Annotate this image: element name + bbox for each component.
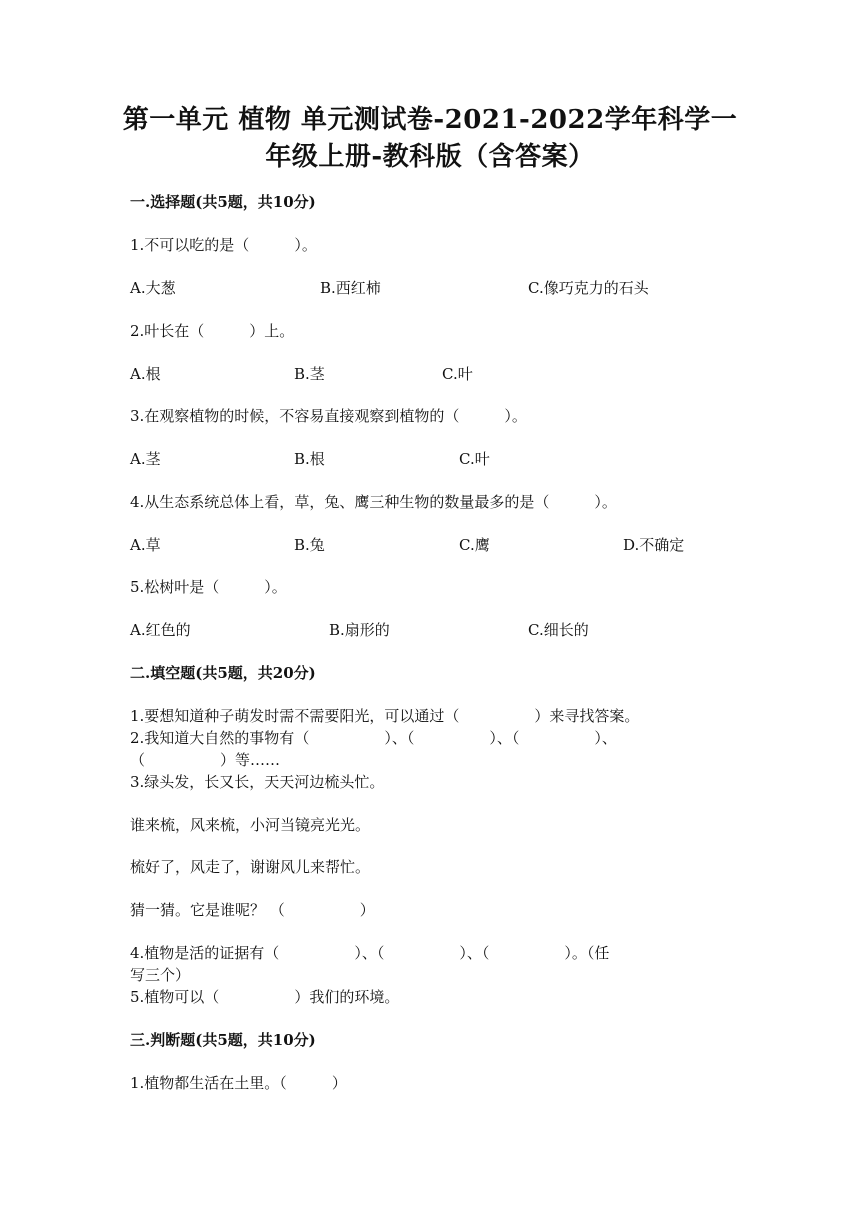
title-line-2: 年级上册-教科版（含答案） xyxy=(265,142,595,172)
option-c: C.细长的 xyxy=(528,621,589,639)
question-stem: 3.在观察植物的时候，不容易直接观察到植物的（ ）。 xyxy=(130,407,527,425)
section-heading-fill-in: 二.填空题(共5题，共20分) xyxy=(130,664,316,682)
option-c: C.鹰 xyxy=(459,536,490,554)
true-false-question-1: 1.植物都生活在土里。（ ） xyxy=(130,1074,347,1092)
fill-in-question-3-line-4: 猜一猜。它是谁呢？ （ ） xyxy=(130,901,375,919)
option-b: B.兔 xyxy=(294,536,325,554)
option-b: B.根 xyxy=(294,450,325,468)
question-stem: 4.从生态系统总体上看，草，兔、鹰三种生物的数量最多的是（ ）。 xyxy=(130,493,617,511)
option-b: B.扇形的 xyxy=(329,621,390,639)
option-a: A.草 xyxy=(130,536,161,554)
document-title xyxy=(100,102,760,176)
fill-in-question-5: 5.植物可以（ ）我们的环境。 xyxy=(130,988,400,1006)
option-d: D.不确定 xyxy=(623,536,685,554)
question-stem: 5.松树叶是（ ）。 xyxy=(130,578,287,596)
option-a: A.根 xyxy=(130,365,161,383)
question-stem: 2.叶长在（ ）上。 xyxy=(130,322,295,340)
fill-in-question-4-line-1: 4.植物是活的证据有（ ）、（ ）、（ ）。（任 xyxy=(130,944,610,962)
title-line-1: 第一单元 植物 单元测试卷-2021-2022学年科学一 xyxy=(122,105,738,135)
fill-in-question-2-line-1: 2.我知道大自然的事物有（ ）、（ ）、（ ）、 xyxy=(130,729,617,747)
question-stem: 1.不可以吃的是（ ）。 xyxy=(130,236,317,254)
fill-in-question-4-line-2: 写三个） xyxy=(130,966,191,984)
fill-in-question-3-line-1: 3.绿头发，长又长，天天河边梳头忙。 xyxy=(130,773,385,791)
fill-in-question-3-line-3: 梳好了，风走了，谢谢风儿来帮忙。 xyxy=(130,858,371,876)
option-b: B.茎 xyxy=(294,365,325,383)
option-c: C.叶 xyxy=(459,450,490,468)
option-a: A.红色的 xyxy=(130,621,191,639)
fill-in-question-2-line-2: （ ）等…… xyxy=(130,751,281,769)
option-c: C.像巧克力的石头 xyxy=(528,279,649,297)
option-c: C.叶 xyxy=(442,365,473,383)
option-a: A.茎 xyxy=(130,450,161,468)
section-heading-choice: 一.选择题(共5题，共10分) xyxy=(130,193,316,211)
fill-in-question-1: 1.要想知道种子萌发时需不需要阳光，可以通过（ ）来寻找答案。 xyxy=(130,707,640,725)
fill-in-question-3-line-2: 谁来梳，风来梳，小河当镜亮光光。 xyxy=(130,816,371,834)
option-a: A.大葱 xyxy=(130,279,176,297)
option-b: B.西红柿 xyxy=(320,279,381,297)
section-heading-true-false: 三.判断题(共5题，共10分) xyxy=(130,1031,316,1049)
